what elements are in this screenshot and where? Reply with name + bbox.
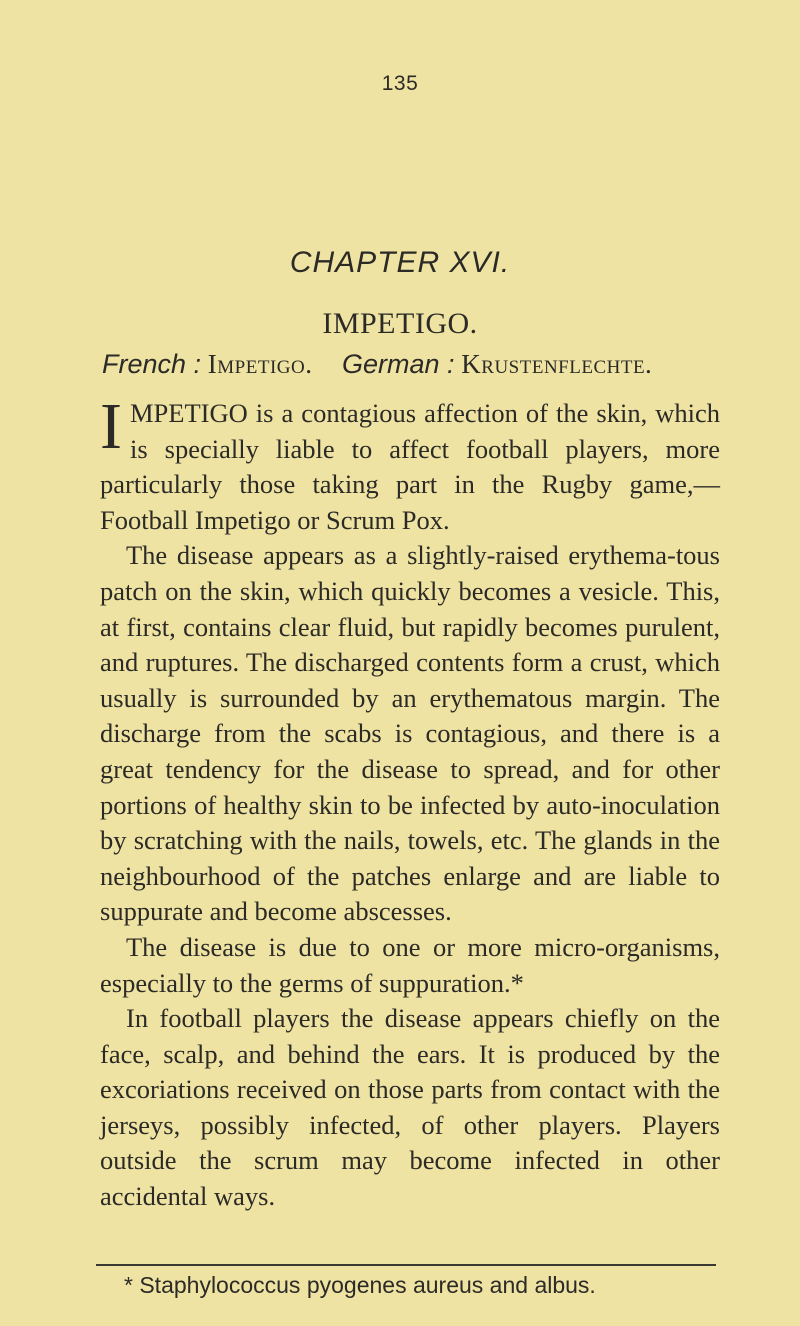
footnote-divider — [96, 1264, 716, 1266]
paragraph — [100, 390, 720, 538]
french-term: Impetigo. — [207, 349, 313, 379]
synonyms-line — [102, 349, 742, 380]
paragraph: In football players the disease appears chiefly on the face, scalp, and behind the ears. It is produced by the excoriations received on those parts from contact with the jerseys, possibly infected, of other players. Players outside the scrum may become infected in other accidental ways. — [100, 1003, 720, 1212]
body-text — [100, 390, 720, 1215]
footnote: * Staphylococcus pyogenes aureus and albus. — [124, 1272, 596, 1298]
french-label: French : — [102, 349, 202, 379]
paragraph-text: MPETIGO is a contagious affection of the skin, which is specially liable to affect football players, more particularly those taking part in the Rugby game,—Football Impetigo or Scrum Pox. — [100, 398, 720, 535]
drop-cap: I — [100, 390, 122, 463]
chapter-title: IMPETIGO. — [322, 307, 478, 340]
chapter-heading: CHAPTER XVI. — [289, 246, 511, 279]
german-label: German : — [341, 349, 455, 379]
german-term: Krustenflechte. — [461, 349, 653, 379]
paragraph: The disease is due to one or more micro-organisms, especially to the germs of suppuration.* — [100, 931, 720, 998]
page-number: 135 — [381, 72, 419, 95]
paragraph: The disease appears as a slightly-raised erythema-tous patch on the skin, which quickly becomes a vesicle. This, at first, contains clear fluid, but rapidly becomes purulent, and ruptures. The discharged contents form a crust, which usually is surrounded by an erythematous margin. The discharge from the scabs is contagious, and there is a great tendency for the disease to spread, and for other portions of healthy skin to be infected by auto-inoculation by scratching with the nails, towels, etc. The glands in the neighbourhood of the patches enlarge and are liable to suppurate and become abscesses. — [100, 540, 720, 927]
